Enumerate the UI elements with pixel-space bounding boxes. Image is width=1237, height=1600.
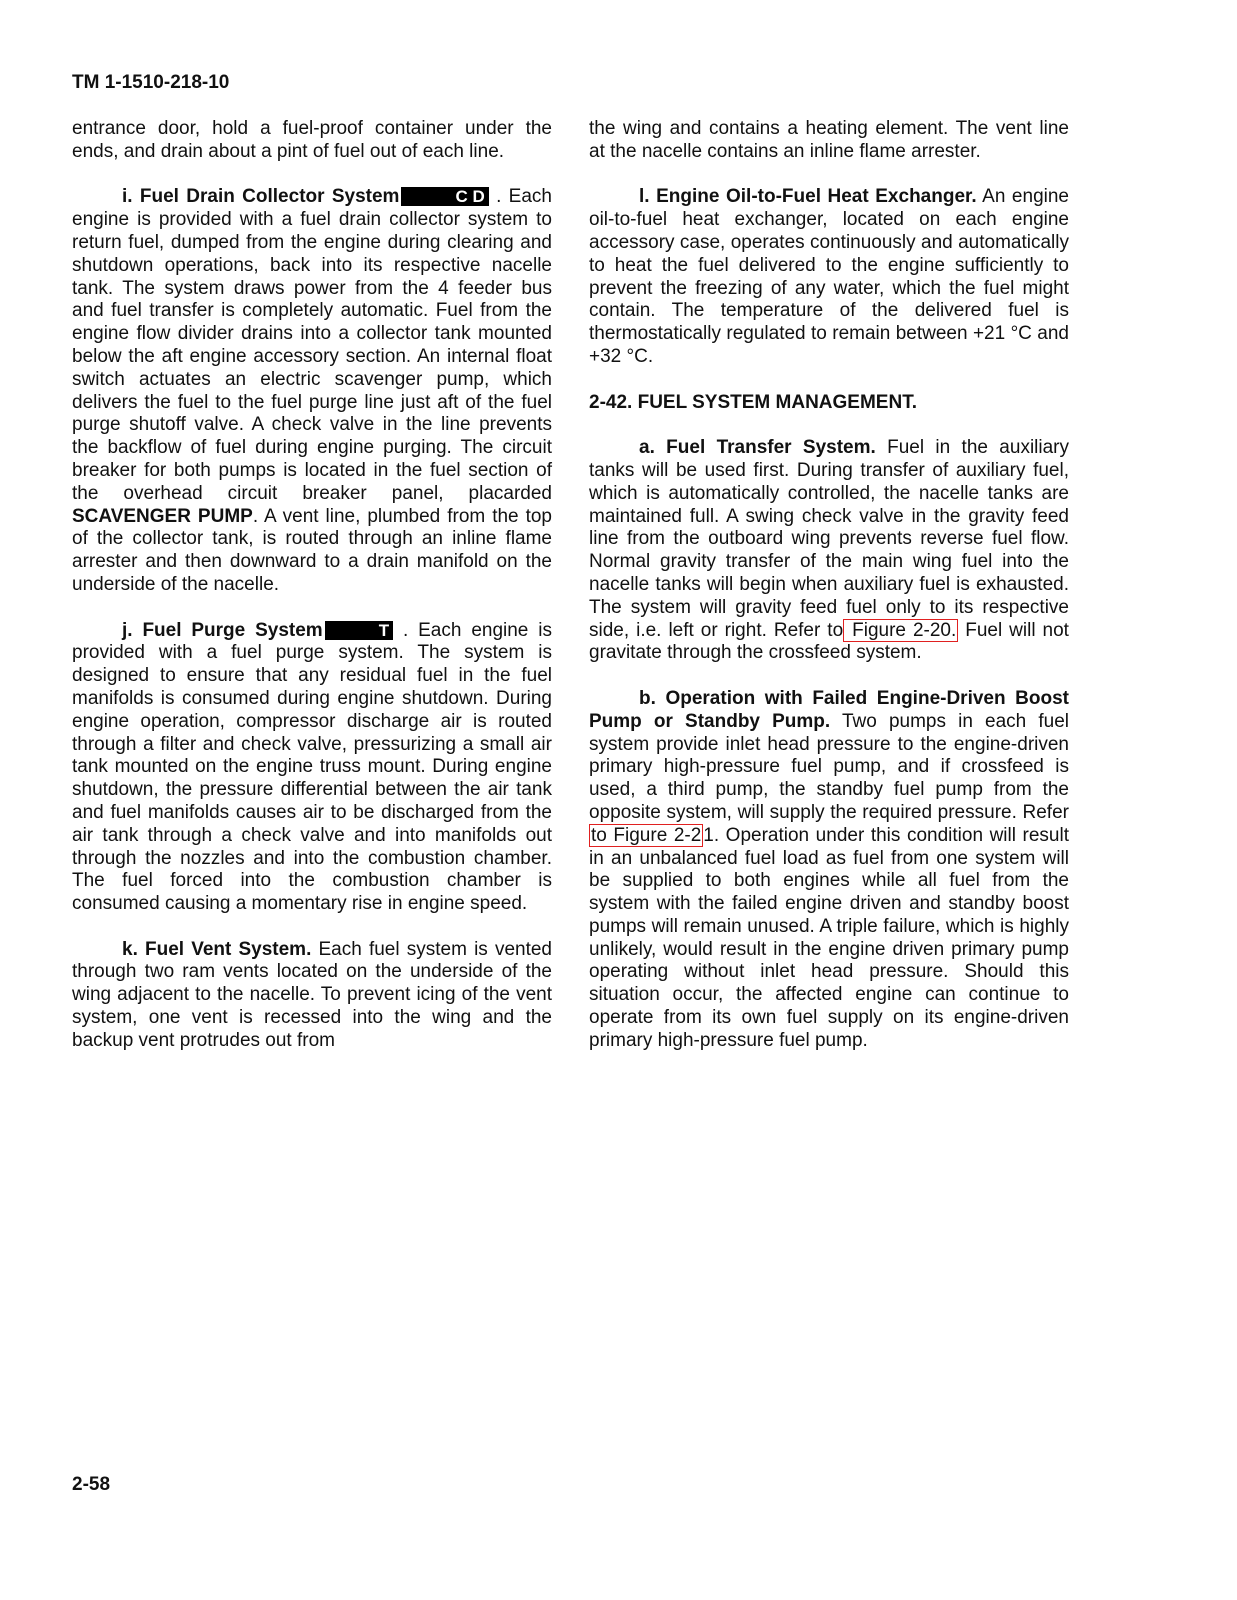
paragraph-heading: k. Fuel Vent System. [122, 938, 312, 960]
paragraph-text: entrance door, hold a fuel-proof container under the ends, and drain about a pint of fuel out of each line. [72, 118, 552, 162]
model-badge: C D [401, 187, 488, 206]
paragraph-text: . Each engine is provided with a fuel drain collector system to return fuel, dumped from the engine during clearing and shutdown operations, back into its respective nacelle tank. The system draws power from the 4 feeder bus and fuel transfer is completely automatic. Fuel from the engine flow divider drains into a collector tank mounted below the aft engine accessory section. An internal float switch actuates an electric scavenger pump, which delivers the fuel to the fuel purge line just aft of the fuel purge shutoff valve. A check valve in the line prevents the backflow of fuel during engine purging. The circuit breaker for both pumps is located in the fuel section of the overhead circuit breaker panel, placarded [72, 186, 552, 504]
right-column [589, 118, 1069, 1075]
paragraph-text: An engine oil-to-fuel heat exchanger, located on each engine accessory case, operates continuously and automatically to heat the fuel delivered to the engine sufficiently to prevent the freezing of any water, which the fuel might contain. The temperature of the delivered fuel is thermostatically regulated to remain between +21 °C and +32 °C. [589, 186, 1069, 367]
paragraph-heading: j. Fuel Purge System [122, 619, 323, 641]
paragraph-text: Two pumps in each fuel system provide inlet head pressure to the engine-driven primary high-pressure fuel pump, and if crossfeed is used, a third pump, the standby fuel pump from the opposite system, will supply the required pressure. Refer [589, 710, 1070, 823]
paragraph-text: the wing and contains a heating element. The vent line at the nacelle contains an inline flame arrester. [589, 118, 1069, 162]
paragraph-fuel-vent [72, 939, 552, 1053]
model-badge: T [325, 621, 393, 640]
paragraph-continuation [589, 118, 1069, 164]
paragraph-continuation [72, 118, 552, 164]
paragraph-heat-exchanger [589, 186, 1069, 368]
figure-link[interactable]: Figure 2-20. [845, 619, 957, 641]
paragraph-text: 1. Operation under this condition will result in an unbalanced fuel load as fuel from one system will be supplied to both engines while all fuel from the system with the failed engine driven and standby boost pumps will remain unused. A triple failure, which is highly unlikely, would result in the engine driven primary pump operating without inlet head pressure. Should this situation occur, the affected engine can continue to operate from its own fuel supply on its engine-driven primary high-pressure fuel pump. [589, 824, 1069, 1051]
document-header: TM 1-1510-218-10 [72, 72, 230, 93]
paragraph-fuel-transfer [589, 437, 1069, 665]
left-column [72, 118, 552, 1075]
paragraph-heading: a. Fuel Transfer System. [639, 437, 876, 459]
figure-link[interactable]: to Figure 2-2 [591, 824, 702, 846]
paragraph-text: Each fuel system is vented through two ram vents located on the underside of the wing adjacent to the nacelle. To prevent icing of the vent system, one vent is recessed into the wing and the backup vent protrudes out from [72, 938, 552, 1051]
paragraph-heading: l. Engine Oil-to-Fuel Heat Exchanger. [639, 186, 977, 208]
page-number: 2-58 [72, 1474, 111, 1495]
paragraph-text: . Each engine is provided with a fuel purge system. The system is designed to ensure that any residual fuel in the fuel manifolds is consumed during engine shutdown. During engine operation, compressor discharge air is routed through a filter and check valve, pressurizing a small air tank mounted on the engine truss mount. During engine shutdown, the pressure differential between the air tank and fuel manifolds causes air to be discharged from the air tank through a check valve and into manifolds out through the nozzles and into the combustion chamber. The fuel forced into the combustion chamber is consumed causing a momentary rise in engine speed. [72, 619, 552, 915]
paragraph-fuel-purge [72, 620, 552, 916]
paragraph-heading: i. Fuel Drain Collector System [122, 186, 400, 208]
section-title: 2-42. FUEL SYSTEM MANAGEMENT. [589, 391, 917, 413]
paragraph-text: Fuel in the auxiliary tanks will be used first. During transfer of auxiliary fuel, which is automatically controlled, the nacelle tanks are maintained full. A swing check valve in the gravity feed line from the outboard wing prevents reverse fuel flow. Normal gravity transfer of the main wing fuel into the nacelle tanks will begin when auxiliary fuel is exhausted. The system will gravity feed fuel only to its respective side, i.e. left or right. Refer to [589, 437, 1069, 641]
paragraph-heading: b. Operation with Failed Engine-Driven Boost Pump or Standby Pump. [589, 687, 1069, 732]
paragraph-fuel-drain-collector [72, 186, 552, 596]
paragraph-text: . A vent line, plumbed from the top of the collector tank, is routed through an inline flame arrester and then downward to a drain manifold on the underside of the nacelle. [72, 505, 552, 595]
paragraph-text: Fuel will not gravitate through the crossfeed system. [589, 619, 1069, 664]
paragraph-failed-pump [589, 688, 1069, 1053]
placard-text: SCAVENGER PUMP [72, 505, 253, 527]
